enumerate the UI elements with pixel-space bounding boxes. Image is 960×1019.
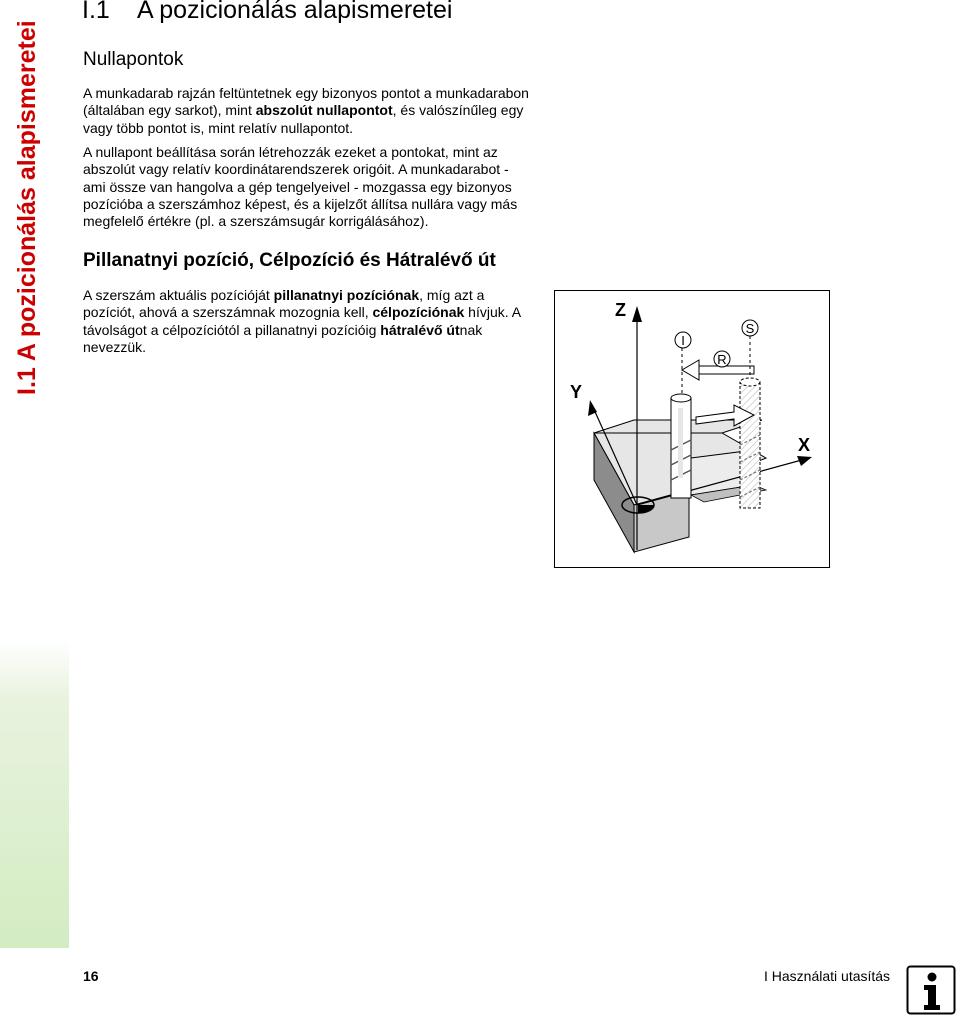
chapter-title [82,0,452,26]
paragraph-positions: A szerszám aktuális pozícióját pillanatnyi pozíciónak, míg azt a pozíciót, ahová a szerszámnak mozognia kell, célpozíciónak hívjuk. A távolságot a célpozíciótól a pillanatnyi pozícióig hátralévő útnak nevezzük. [83,287,521,355]
info-icon [906,965,956,1015]
tool-current [671,394,691,498]
term-distance-to-go: hátralévő út [380,321,460,338]
marker-r-label: R [717,352,727,367]
diagram-drawing [554,290,830,568]
z-axis-label: Z [615,300,626,320]
positioning-diagram [554,290,830,568]
term-absolute-zero: abszolút nullapontot [255,102,393,119]
term-actual-position: pillanatnyi pozíciónak [273,287,420,303]
y-axis-label: Y [570,382,583,402]
footer-manual-title: I Használati utasítás [764,968,891,984]
side-tab-title: I.1 A pozicionálás alapismeretei [13,20,41,395]
marker-i-label: I [681,333,685,348]
paragraph-nullapontok-1: A munkadarab rajzán feltüntetnek egy bizonyos pontot a munkadarabon (általában egy sarkot), mint abszolút nullapontot, és valószínűleg egy vagy több pontot is, mint relatív nullapontot. [83,85,529,136]
tool-target [740,378,760,508]
chapter-number: I.1 [82,0,110,24]
page-number: 16 [83,968,99,984]
paragraph-nullapontok-2: A nullapont beállítása során létrehozzák ezeket a pontokat, mint az abszolút vagy relatív koordinátarendszerek origóit. A munkadarabot - ami össze van hangolva a gép tengelyeivel - mozgassa egy bizonyos pozícióba a szerszámhoz képest, és a kijelzőt állítsa nullára vagy más megfelelő értékre (pl. a szerszámsugár korrigálásához). [83,144,518,230]
section-heading-nullapontok: Nullapontok [83,49,184,70]
x-axis-label: X [798,435,811,455]
marker-s-label: S [745,321,755,336]
term-target-position: célpozíciónak [372,304,465,321]
chapter-title-text: A pozicionálás alapismeretei [137,0,453,24]
section-heading-positions: Pillanatnyi pozíció, Célpozíció és Hátralévő út [83,250,496,271]
